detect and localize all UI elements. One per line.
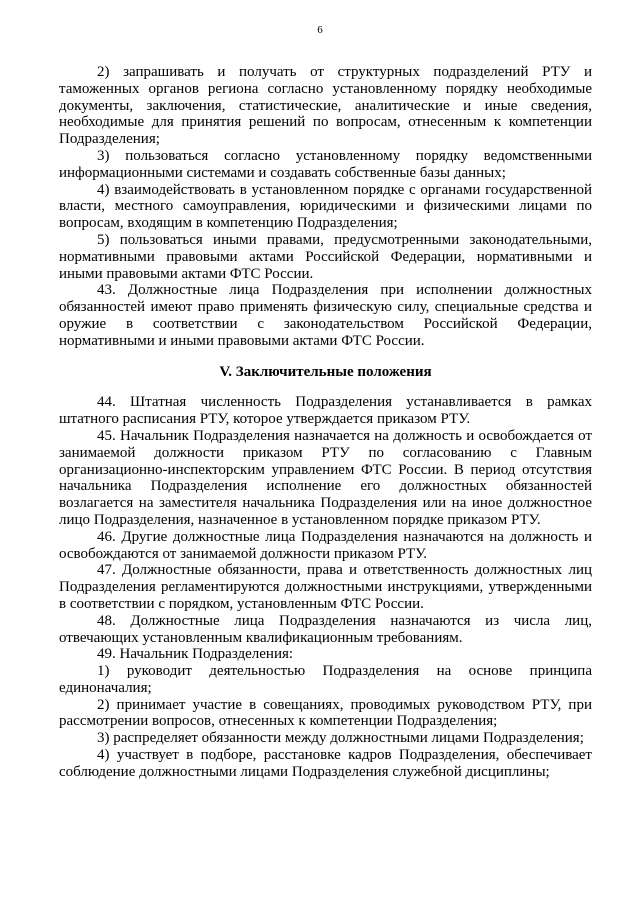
page-number: 6 xyxy=(317,24,323,36)
paragraph-item-3: 3) пользоваться согласно установленному порядку ведомственными информационными системами и создавать собственные базы данных; xyxy=(59,147,592,181)
paragraph-49-item-4: 4) участвует в подборе, расстановке кадров Подразделения, обеспечивает соблюдение должностными лицами Подразделения служебной дисциплины; xyxy=(59,747,592,780)
paragraph-45: 45. Начальник Подразделения назначается на должность и освобождается от занимаемой должности приказом РТУ по согласованию с Главным организационно-инспекторским управлением ФТС России. В период отсутствия начальника Подразделения исполнение его должностных обязанностей возлагается на заместителя начальника Подразделения или на иное должностное лицо Подразделения, назначенное в установленном порядке приказом РТУ. xyxy=(59,427,592,528)
paragraph-44: 44. Штатная численность Подразделения устанавливается в рамках штатного расписания РТУ, которое утверждается приказом РТУ. xyxy=(59,394,592,428)
paragraph-46: 46. Другие должностные лица Подразделения назначаются на должность и освобождаются от занимаемой должности приказом РТУ. xyxy=(59,528,592,562)
paragraph-43: 43. Должностные лица Подразделения при исполнении должностных обязанностей имеют право применять физическую силу, специальные средства и оружие в соответствии с законодательством Российской Федерации, нормативными и иными правовыми актами ФТС России. xyxy=(59,282,592,349)
paragraph-49-item-1: 1) руководит деятельностью Подразделения на основе принципа единоначалия; xyxy=(59,663,592,696)
document-body xyxy=(59,64,592,781)
paragraph-49: 49. Начальник Подразделения: xyxy=(97,646,294,663)
paragraph-49-item-3: 3) распределяет обязанности между должностными лицами Подразделения; xyxy=(97,730,584,747)
paragraph-48: 48. Должностные лица Подразделения назначаются из числа лиц, отвечающих установленным квалификационным требованиям. xyxy=(59,612,592,646)
paragraph-item-2: 2) запрашивать и получать от структурных подразделений РТУ и таможенных органов региона согласно установленному порядку необходимые документы, заключения, статистические, аналитические и иные сведения, необходимые для принятия решений по вопросам, отнесенным к компетенции Подразделения; xyxy=(59,64,592,148)
paragraph-item-4: 4) взаимодействовать в установленном порядке с органами государственной власти, местного самоуправления, юридическими и физическими лицами по вопросам, входящим в компетенцию Подразделения; xyxy=(59,181,592,232)
section-heading: V. Заключительные положения xyxy=(219,363,432,380)
paragraph-item-5: 5) пользоваться иными правами, предусмотренными законодательными, нормативными правовыми актами Российской Федерации, нормативными и иными правовыми актами ФТС России. xyxy=(59,231,592,282)
paragraph-49-item-2: 2) принимает участие в совещаниях, проводимых руководством РТУ, при рассмотрении вопросов, отнесенных к компетенции Подразделения; xyxy=(59,696,592,730)
paragraph-47: 47. Должностные обязанности, права и ответственность должностных лиц Подразделения регламентируются должностными инструкциями, утвержденными в соответствии с порядком, установленным ФТС России. xyxy=(59,562,592,612)
